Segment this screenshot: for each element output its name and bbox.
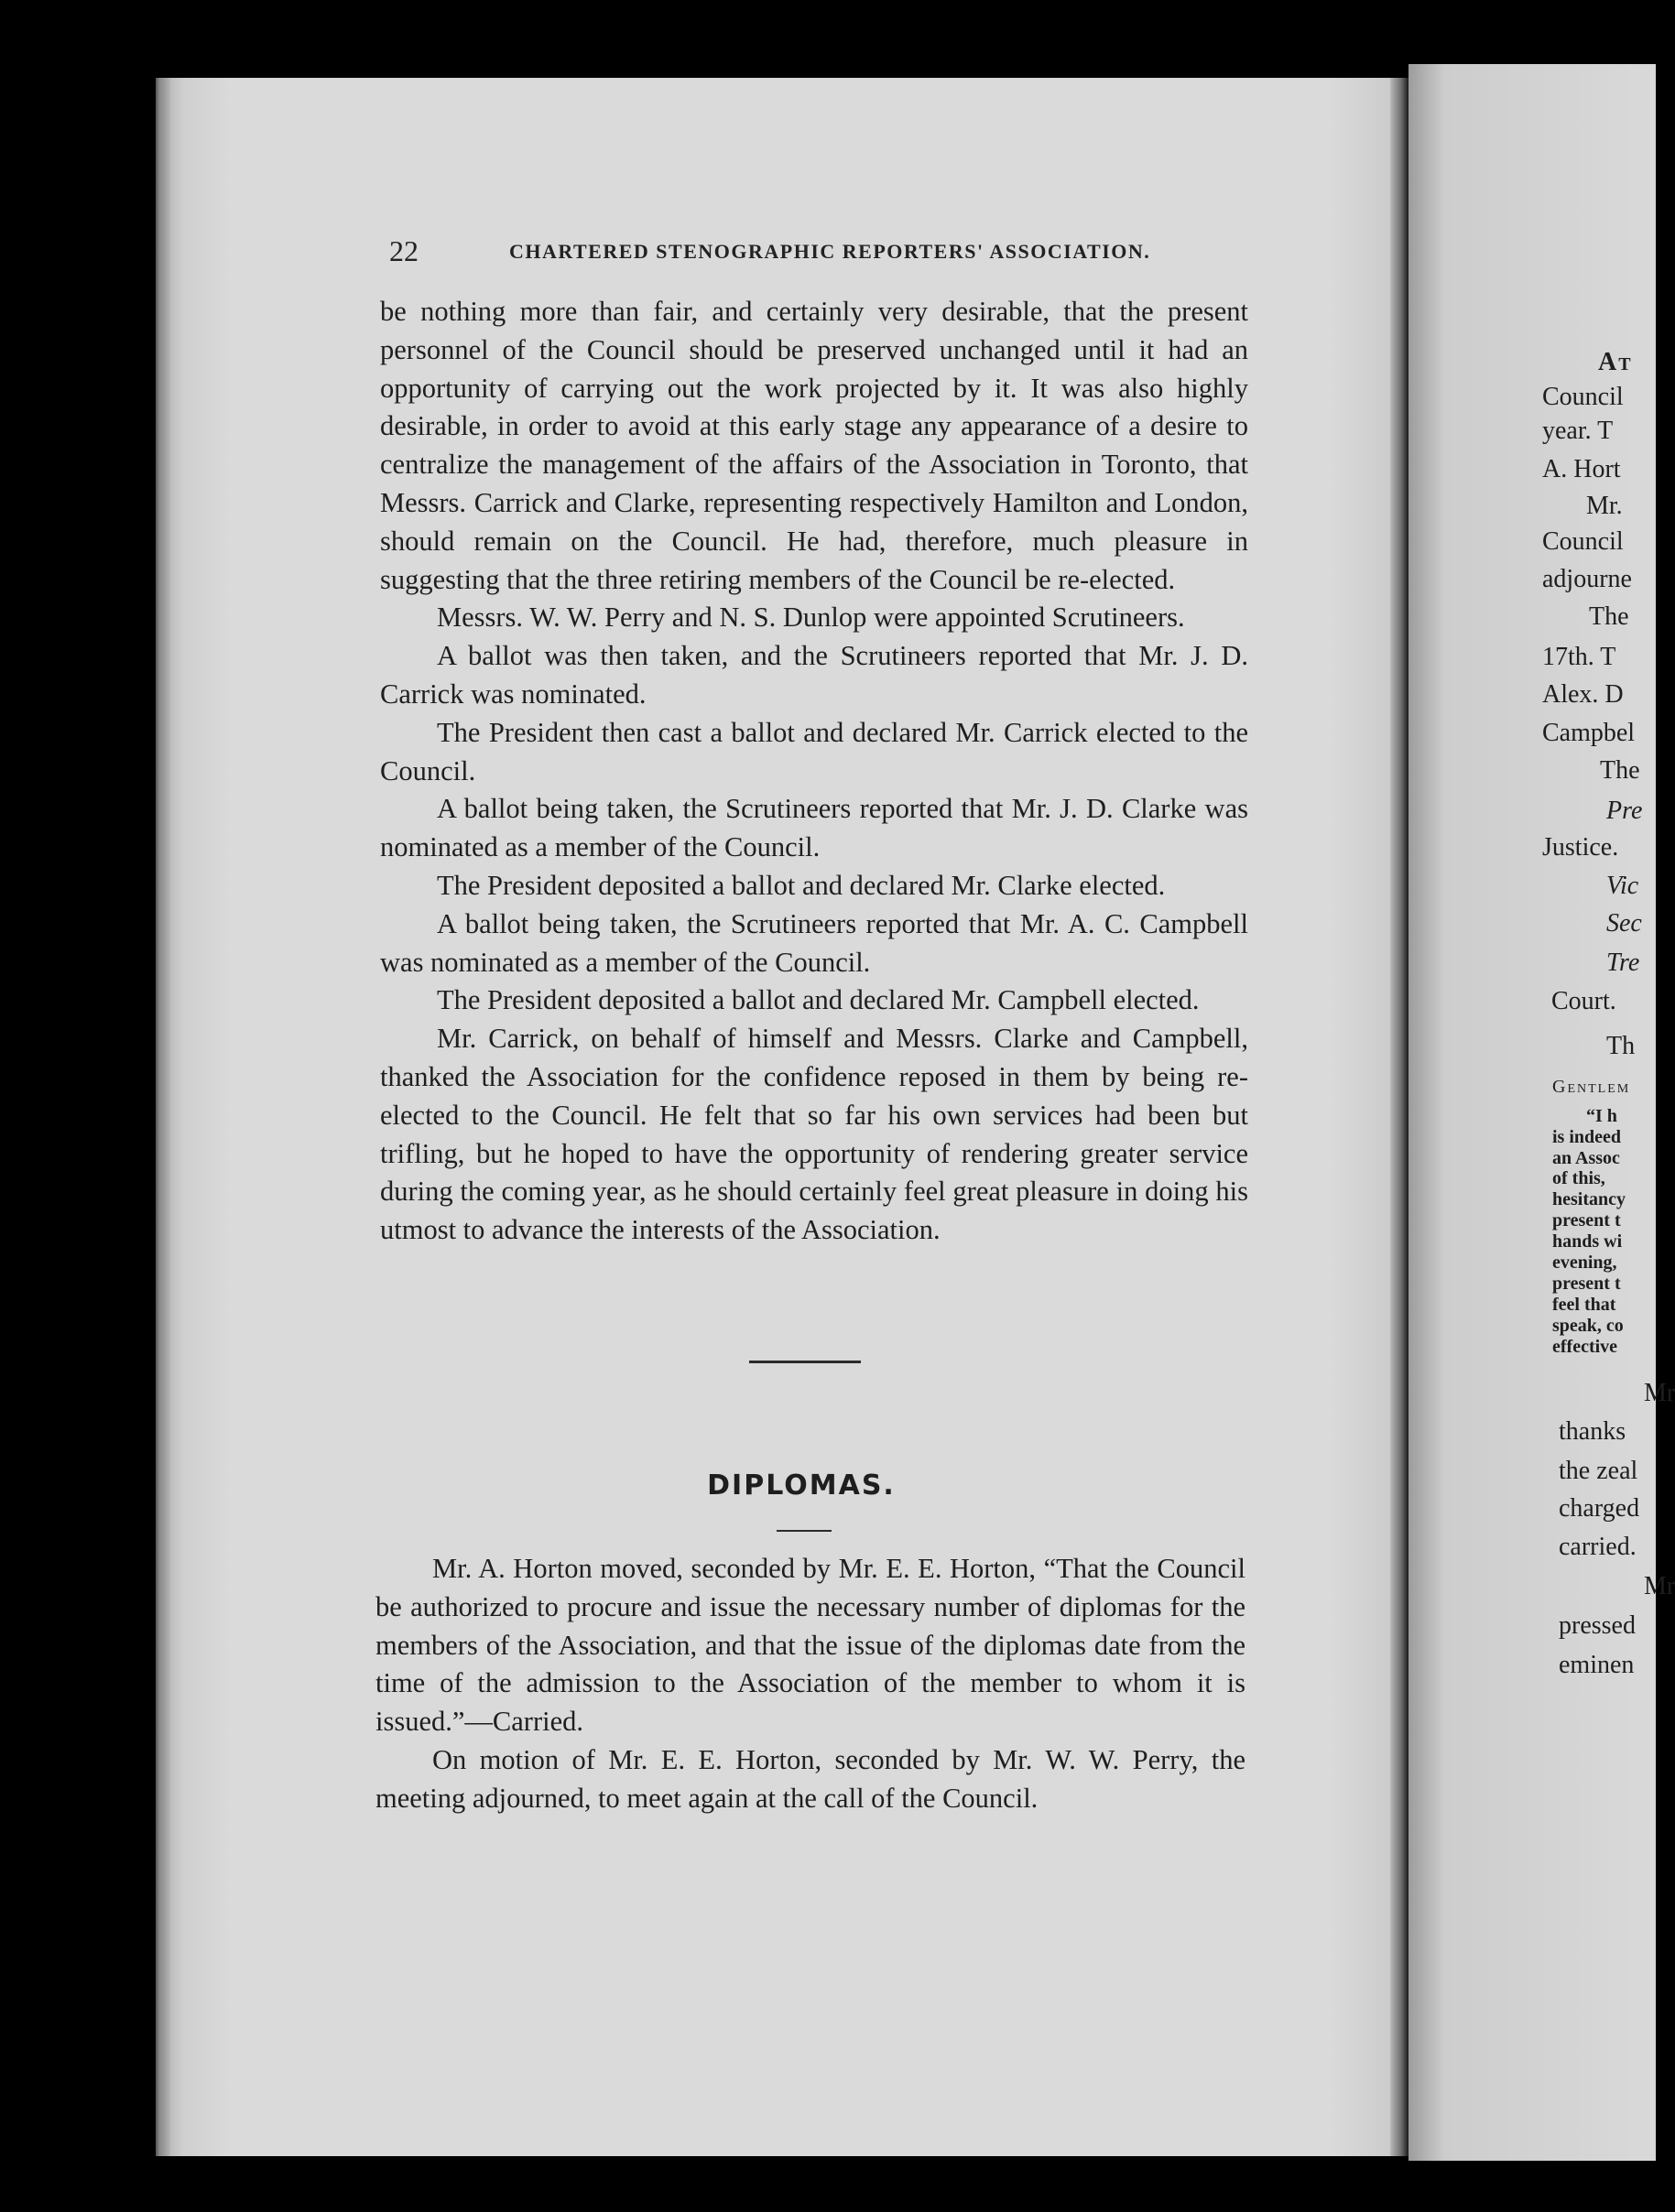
right-page-line: effective bbox=[1552, 1337, 1618, 1357]
right-page-line: thanks bbox=[1559, 1417, 1626, 1446]
body-text-section bbox=[380, 293, 1248, 1250]
right-page-line: carried. bbox=[1559, 1533, 1637, 1561]
right-page-line: Tre bbox=[1606, 949, 1640, 977]
book-gutter bbox=[1390, 78, 1409, 2156]
right-page-line: A. Hort bbox=[1542, 455, 1621, 483]
right-page-line: Court. bbox=[1551, 987, 1616, 1015]
right-page-line: At bbox=[1598, 348, 1633, 376]
page-number: 22 bbox=[389, 234, 419, 267]
right-page-line: pressed bbox=[1559, 1611, 1636, 1640]
paragraph: On motion of Mr. E. E. Horton, seconded by Mr. W. W. Perry, the meeting adjourned, to meet again at the call of the Council. bbox=[375, 1743, 1245, 1814]
right-page-line: Sec bbox=[1606, 909, 1642, 938]
right-page-line: present t bbox=[1552, 1210, 1621, 1231]
paragraph: The President deposited a ballot and declared Mr. Clarke elected. bbox=[437, 869, 1166, 901]
paragraph: The President then cast a ballot and declared Mr. Carrick elected to the Council. bbox=[380, 716, 1248, 786]
right-page-line: Th bbox=[1606, 1032, 1636, 1060]
right-page-line: present t bbox=[1552, 1274, 1621, 1294]
right-page-line: feel that bbox=[1552, 1295, 1616, 1315]
right-page-line: The bbox=[1589, 602, 1629, 631]
right-page-line: adjourne bbox=[1542, 565, 1632, 593]
right-page-line: speak, co bbox=[1552, 1316, 1624, 1336]
right-page-line: Mr. bbox=[1586, 492, 1623, 520]
page-edge bbox=[156, 78, 170, 2156]
right-page-line: of this, bbox=[1552, 1168, 1605, 1188]
section-divider bbox=[749, 1361, 861, 1363]
paragraph: The President deposited a ballot and declared Mr. Campbell elected. bbox=[437, 984, 1200, 1016]
right-page-line: eminen bbox=[1559, 1651, 1635, 1679]
right-page-line: 17th. T bbox=[1542, 643, 1616, 671]
right-page-line: hesitancy bbox=[1552, 1189, 1626, 1209]
right-page-line: Council bbox=[1542, 383, 1624, 411]
paragraph: A ballot being taken, the Scrutineers reported that Mr. A. C. Campbell was nominated as a member of the Council. bbox=[380, 907, 1248, 978]
paragraph: A ballot was then taken, and the Scrutineers reported that Mr. J. D. Carrick was nominated. bbox=[380, 640, 1248, 710]
paragraph: Mr. A. Horton moved, seconded by Mr. E. E. Horton, “That the Council be authorized to procure and issue the necessary number of diplomas for the members of the Association, and that the issue of the diplomas date from the time of the admission to the Association of the member to whom it is issued.”—Carried. bbox=[375, 1553, 1245, 1738]
paragraph: Messrs. W. W. Perry and N. S. Dunlop were appointed Scrutineers. bbox=[437, 602, 1185, 634]
right-page-line: Mr bbox=[1644, 1572, 1675, 1600]
right-page-line: year. T bbox=[1542, 417, 1614, 445]
right-page-line: is indeed bbox=[1552, 1127, 1622, 1147]
right-page-line: hands wi bbox=[1552, 1231, 1623, 1252]
right-page-line: Justice. bbox=[1542, 833, 1619, 862]
paragraph: A ballot being taken, the Scrutineers reported that Mr. J. D. Clarke was nominated as a member of the Council. bbox=[380, 793, 1248, 863]
right-page-line: the zeal bbox=[1559, 1457, 1638, 1485]
heading-underline bbox=[777, 1530, 832, 1532]
right-page-line: Mr bbox=[1644, 1379, 1675, 1407]
right-page-line: Council bbox=[1542, 527, 1624, 556]
right-page-line: Campbel bbox=[1542, 719, 1636, 747]
right-page-line: Gentlem bbox=[1552, 1077, 1631, 1097]
right-page-fragment bbox=[1409, 64, 1675, 2161]
right-page-line: Alex. D bbox=[1542, 680, 1624, 709]
right-page-line: charged bbox=[1559, 1494, 1640, 1523]
right-page-line: Vic bbox=[1606, 872, 1639, 900]
right-page-line: an Assoc bbox=[1552, 1148, 1620, 1168]
running-head-title: CHARTERED STENOGRAPHIC REPORTERS' ASSOCIATION. bbox=[509, 240, 1151, 263]
paragraph: be nothing more than fair, and certainly very desirable, that the present personnel of the Council should be preserved unchanged until it had an opportunity of carrying out the work projected by it. It was also highly desirable, in order to avoid at this early stage any appearance of a desire to centralize the management of the affairs of the Association in Toronto, that Messrs. Carrick and Clarke, representing respectively Hamilton and London, should remain on the Council. He had, therefore, much pleasure in suggesting that the three retiring members of the Council be re-elected. bbox=[380, 296, 1248, 595]
diplomas-text-section bbox=[375, 1550, 1245, 1818]
right-page-line: Pre bbox=[1606, 797, 1643, 825]
right-page-line: “I h bbox=[1586, 1106, 1617, 1126]
right-page-line: evening, bbox=[1552, 1252, 1617, 1273]
paragraph: Mr. Carrick, on behalf of himself and Messrs. Clarke and Campbell, thanked the Association for the confidence reposed in them by being re-elected to the Council. He felt that so far his own services had been but trifling, but he hoped to have the opportunity of rendering greater service during the coming year, as he should certainly feel great pleasure in doing his utmost to advance the interests of the Association. bbox=[380, 1023, 1248, 1246]
section-heading-diplomas: DIPLOMAS. bbox=[707, 1469, 896, 1502]
right-page-line: The bbox=[1600, 756, 1640, 785]
